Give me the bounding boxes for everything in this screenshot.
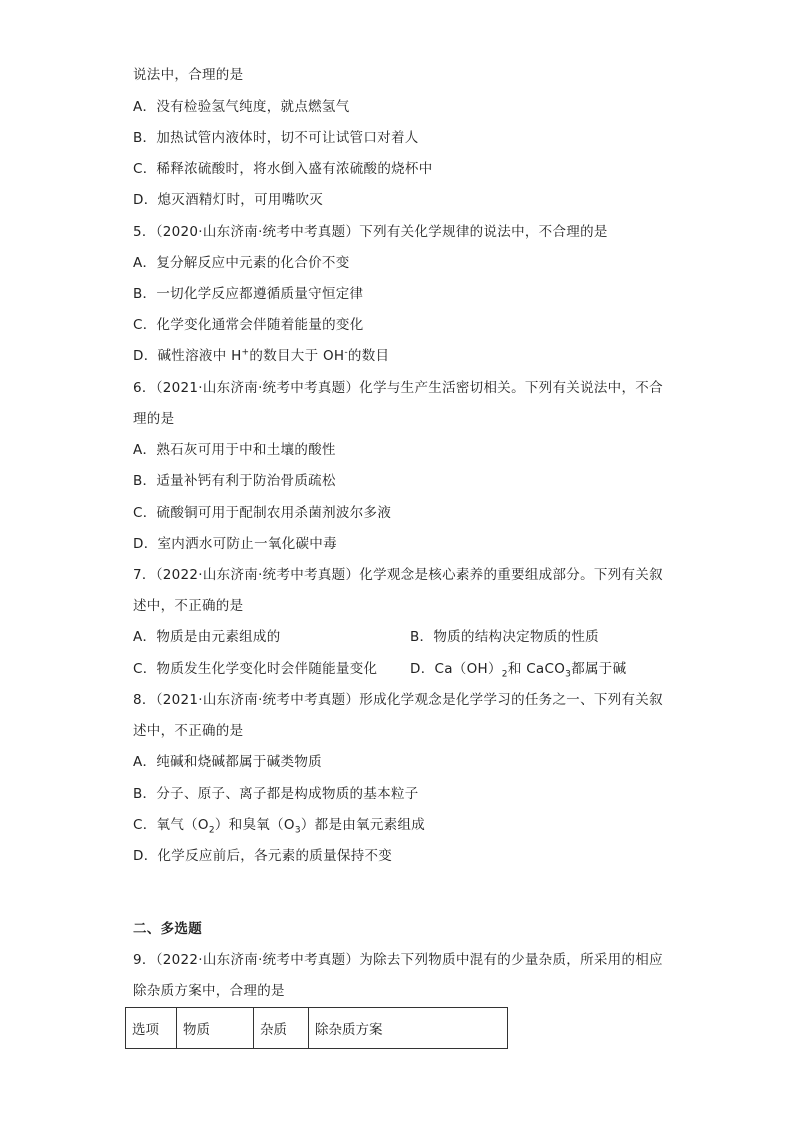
q5-option-d: D．碱性溶液中 H+的数目大于 OH-的数目 [133,347,390,364]
q5-option-b: B．一切化学反应都遵循质量守恒定律 [133,286,364,302]
q6-stem-line1: 6．（2021·山东济南·统考中考真题）化学与生产生活密切相关。下列有关说法中，不合 [133,380,663,396]
table-header-cell: 杂质 [254,1008,309,1049]
q5-stem: 5．（2020·山东济南·统考中考真题）下列有关化学规律的说法中，不合理的是 [133,224,608,240]
q5-option-c: C．化学变化通常会伴随着能量的变化 [133,317,364,333]
q7-option-a: A．物质是由元素组成的 [133,629,281,645]
q6-stem-line2: 理的是 [133,411,175,427]
q9-option-table [125,1007,508,1049]
q5-option-a: A．复分解反应中元素的化合价不变 [133,255,350,271]
q4-option-a: A．没有检验氢气纯度，就点燃氢气 [133,99,350,115]
q9-stem-line1: 9．（2022·山东济南·统考中考真题）为除去下列物质中混有的少量杂质，所采用的相应 [133,952,663,968]
q8-option-a: A．纯碱和烧碱都属于碱类物质 [133,754,322,770]
table-header-row [126,1008,508,1049]
q6-option-b: B．适量补钙有利于防治骨质疏松 [133,473,336,489]
q7-option-b: B．物质的结构决定物质的性质 [410,629,599,645]
q4-option-c: C．稀释浓硫酸时，将水倒入盛有浓硫酸的烧杯中 [133,161,433,177]
q8-option-d: D．化学反应前后，各元素的质量保持不变 [133,848,393,864]
q7-option-c: C．物质发生化学变化时会伴随能量变化 [133,661,378,677]
q9-stem-line2: 除杂质方案中，合理的是 [133,983,285,999]
q7-option-d: D．$Ca(OH)_2$和 CaCO$_3$都属于碱 [410,661,627,680]
q8-stem-line1: 8．（2021·山东济南·统考中考真题）形成化学观念是化学学习的任务之一、下列有关叙 [133,692,663,708]
q4-option-d: D．熄灭酒精灯时，可用嘴吹灭 [133,192,324,208]
section-title-multi-choice: 二、多选题 [133,921,202,937]
table-header-cell: 选项 [126,1008,177,1049]
q6-option-a: A．熟石灰可用于中和土壤的酸性 [133,442,336,458]
q4-stem-tail: 说法中，合理的是 [133,67,244,83]
table-header-cell: 物质 [177,1008,254,1049]
q6-option-d: D．室内洒水可防止一氧化碳中毒 [133,536,337,552]
q7-stem-line2: 述中，不正确的是 [133,598,244,614]
q4-option-b: B．加热试管内液体时，切不可让试管口对着人 [133,130,419,146]
q6-option-c: C．硫酸铜可用于配制农用杀菌剂波尔多液 [133,505,392,521]
q7-stem-line1: 7．（2022·山东济南·统考中考真题）化学观念是核心素养的重要组成部分。下列有关叙 [133,567,663,583]
q8-option-c: C．氧气$(O_2)$和臭氧$(O_3)$都是由氧元素组成 [133,817,426,836]
q8-option-b: B．分子、原子、离子都是构成物质的基本粒子 [133,786,419,802]
q8-stem-line2: 述中，不正确的是 [133,723,244,739]
table-header-cell: 除杂质方案 [309,1008,508,1049]
